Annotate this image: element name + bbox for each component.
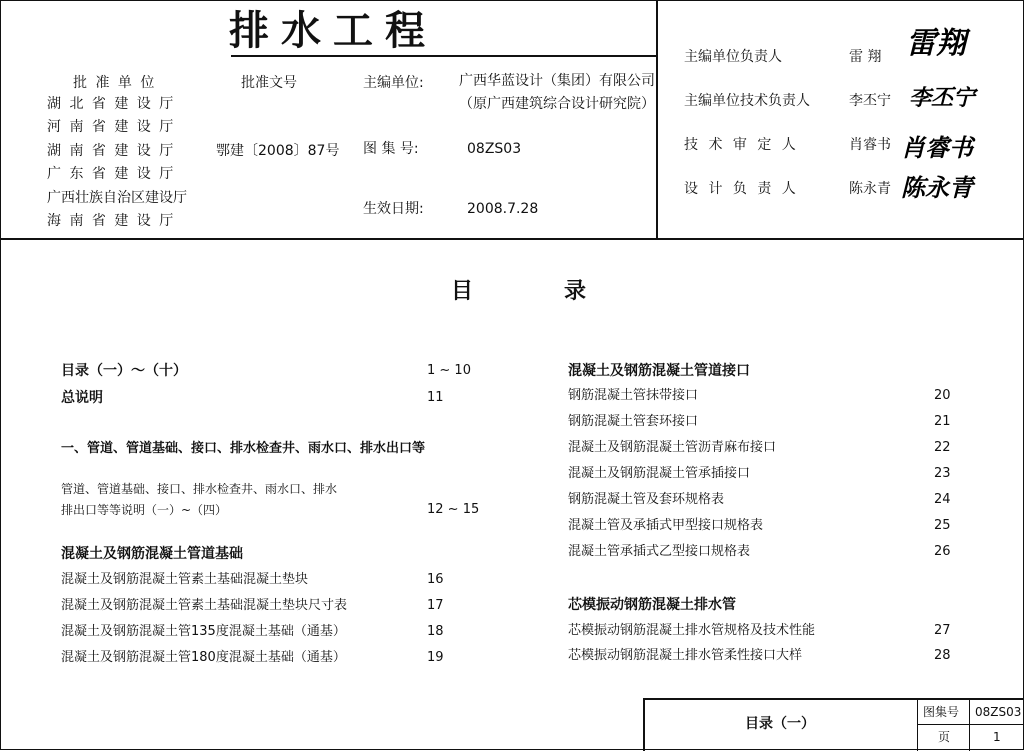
editor-unit-line2: （原广西建筑综合设计研究院） bbox=[459, 96, 655, 112]
editor-unit-label: 主编单位: bbox=[363, 75, 424, 91]
signature-1: 雷翔 bbox=[906, 26, 966, 61]
atlas-label: 图集号 bbox=[923, 705, 960, 719]
toc-right-text-6: 钢筋混凝土管及套环规格表 bbox=[568, 492, 725, 507]
toc-right-page-7: 25 bbox=[934, 518, 951, 533]
approval-unit-4: 广 东 省 建 设 厅 bbox=[47, 166, 176, 182]
toc-right-page-4: 22 bbox=[934, 440, 951, 455]
title-underline bbox=[231, 55, 656, 57]
toc-right-text-9: 芯模振动钢筋混凝土排水管 bbox=[568, 597, 736, 613]
toc-right-page-6: 24 bbox=[934, 492, 951, 507]
responsible-role-4: 设 计 负 责 人 bbox=[684, 181, 799, 197]
toc-left-page-5: 12 ~ 15 bbox=[427, 502, 480, 517]
toc-left-text-4: 管道、管道基础、接口、排水检查井、雨水口、排水 bbox=[61, 482, 338, 496]
responsible-name-1: 雷 翔 bbox=[849, 49, 882, 65]
signature-4: 陈永青 bbox=[901, 173, 973, 202]
approval-unit-5: 广西壮族自治区建设厅 bbox=[47, 190, 187, 206]
toc-left-page-10: 19 bbox=[427, 650, 444, 665]
header-block bbox=[1, 1, 1023, 240]
toc-right-text-8: 混凝土管承插式乙型接口规格表 bbox=[568, 544, 751, 559]
page-label: 页 bbox=[938, 730, 951, 744]
toc-left-text-10: 混凝土及钢筋混凝土管180度混凝土基础（通基） bbox=[61, 650, 346, 665]
responsible-role-2: 主编单位技术负责人 bbox=[684, 93, 810, 109]
toc-left-page-7: 16 bbox=[427, 572, 444, 587]
main-title: 排水工程 bbox=[229, 8, 437, 54]
toc-right-text-10: 芯模振动钢筋混凝土排水管规格及技术性能 bbox=[568, 623, 816, 638]
title-block-divider-1 bbox=[917, 700, 918, 751]
atlas-no-label: 图 集 号: bbox=[363, 141, 419, 157]
effective-date-value: 2008.7.28 bbox=[467, 201, 539, 217]
sheet-title: 目录（一） bbox=[745, 716, 815, 732]
toc-left-page-9: 18 bbox=[427, 624, 444, 639]
signature-3: 肖睿书 bbox=[901, 133, 973, 162]
toc-left-page-2: 11 bbox=[427, 390, 444, 405]
toc-left-page-1: 1 ~ 10 bbox=[427, 363, 471, 378]
approval-unit-2: 河 南 省 建 设 厅 bbox=[47, 119, 176, 135]
toc-right-text-7: 混凝土管及承插式甲型接口规格表 bbox=[568, 518, 764, 533]
toc-left-text-5: 排出口等等说明（一）~（四） bbox=[61, 503, 228, 517]
responsible-name-2: 李丕宁 bbox=[849, 93, 891, 109]
approval-unit-3: 湖 南 省 建 设 厅 bbox=[47, 143, 176, 159]
toc-right-page-10: 27 bbox=[934, 623, 951, 638]
toc-right-page-2: 20 bbox=[934, 388, 951, 403]
atlas-value: 08ZS03 bbox=[975, 705, 1022, 719]
approval-unit-1: 湖 北 省 建 设 厅 bbox=[47, 96, 176, 112]
toc-left-text-7: 混凝土及钢筋混凝土管素土基础混凝土垫块 bbox=[61, 572, 309, 587]
toc-left-page-8: 17 bbox=[427, 598, 444, 613]
responsible-name-3: 肖睿书 bbox=[849, 137, 891, 153]
toc-left-text-8: 混凝土及钢筋混凝土管素土基础混凝土垫块尺寸表 bbox=[61, 598, 348, 613]
toc-left-text-1: 目录（一）～（十） bbox=[61, 363, 187, 379]
toc-left-text-3: 一、管道、管道基础、接口、排水检查井、雨水口、排水出口等 bbox=[61, 441, 426, 456]
title-block bbox=[643, 698, 1024, 751]
responsible-role-3: 技 术 审 定 人 bbox=[684, 137, 799, 153]
effective-date-label: 生效日期: bbox=[363, 201, 424, 217]
toc-right-page-3: 21 bbox=[934, 414, 951, 429]
header-divider bbox=[656, 1, 658, 238]
editor-unit-line1: 广西华蓝设计（集团）有限公司 bbox=[459, 73, 655, 89]
responsible-name-4: 陈永青 bbox=[849, 181, 891, 197]
toc-right-text-3: 钢筋混凝土管套环接口 bbox=[568, 414, 699, 429]
toc-right-text-5: 混凝土及钢筋混凝土管承插接口 bbox=[568, 466, 751, 481]
page-value: 1 bbox=[993, 730, 1001, 744]
toc-right-text-2: 钢筋混凝土管抹带接口 bbox=[568, 388, 699, 403]
approval-unit-6: 海 南 省 建 设 厅 bbox=[47, 213, 176, 229]
toc-right-page-8: 26 bbox=[934, 544, 951, 559]
title-block-divider-3 bbox=[917, 724, 1024, 725]
toc-left-text-9: 混凝土及钢筋混凝土管135度混凝土基础（通基） bbox=[61, 624, 346, 639]
responsible-role-1: 主编单位负责人 bbox=[684, 49, 782, 65]
signature-2: 李丕宁 bbox=[909, 85, 976, 111]
approval-doc-label: 批准文号 bbox=[241, 75, 297, 91]
toc-left-text-6: 混凝土及钢筋混凝土管道基础 bbox=[61, 546, 243, 562]
toc-title-left: 目 bbox=[451, 279, 474, 304]
title-block-divider-2 bbox=[969, 700, 970, 751]
toc-right-text-4: 混凝土及钢筋混凝土管沥青麻布接口 bbox=[568, 440, 777, 455]
toc-right-page-5: 23 bbox=[934, 466, 951, 481]
toc-right-text-11: 芯模振动钢筋混凝土排水管柔性接口大样 bbox=[568, 648, 803, 663]
toc-right-text-1: 混凝土及钢筋混凝土管道接口 bbox=[568, 363, 750, 379]
toc-right-page-11: 28 bbox=[934, 648, 951, 663]
toc-title-right: 录 bbox=[564, 279, 587, 304]
toc-left-text-2: 总说明 bbox=[61, 390, 103, 406]
atlas-no-value: 08ZS03 bbox=[467, 141, 522, 157]
approval-units-label: 批 准 单 位 bbox=[73, 75, 157, 91]
approval-doc-value: 鄂建〔2008〕87号 bbox=[216, 143, 340, 159]
